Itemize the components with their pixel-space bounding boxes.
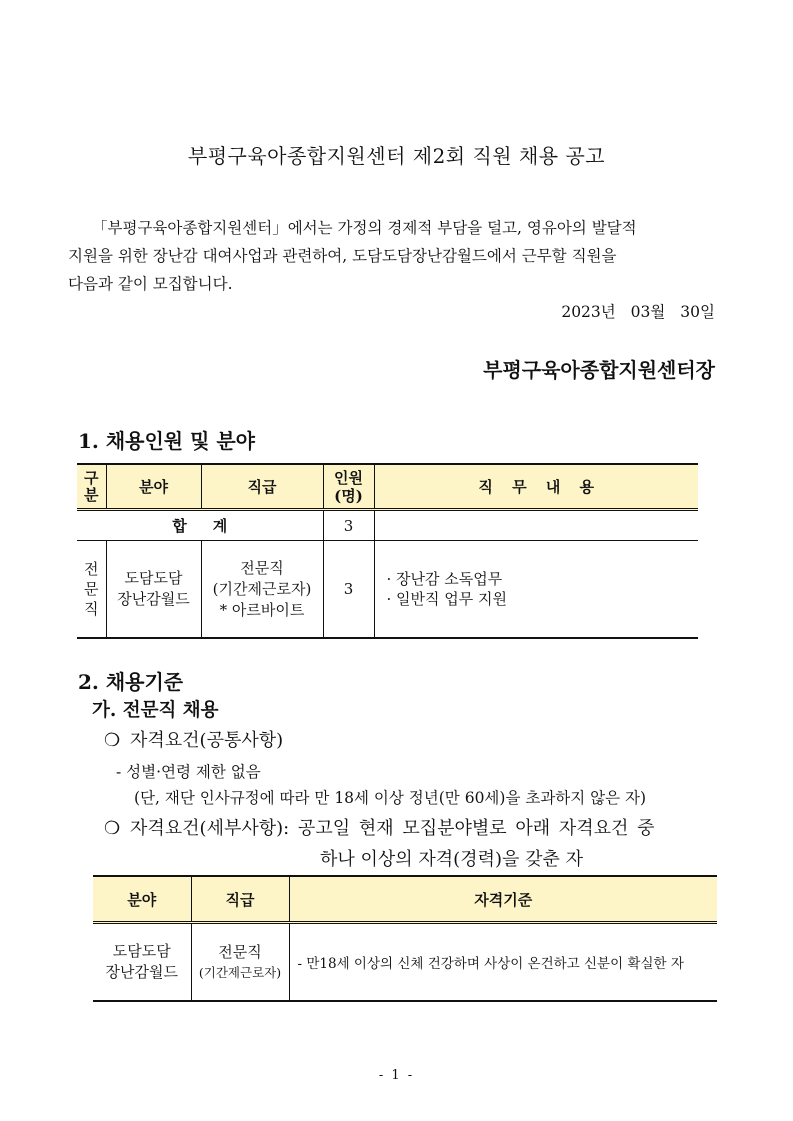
requirement-common-label: 자격요건(공통사항) xyxy=(130,730,284,751)
qualification-table xyxy=(93,875,717,1002)
table-row xyxy=(93,923,717,1002)
section-2-heading: 2. 채용기준 xyxy=(78,670,184,694)
cell-rank: 전문직 (기간제근로자) * 아르바이트 xyxy=(201,541,323,639)
header-duty: 직 무 내 용 xyxy=(374,464,698,510)
requirement-detail xyxy=(104,814,655,840)
cell-duty: · 장난감 소독업무 · 일반직 업무 지원 xyxy=(374,541,698,639)
requirement-common xyxy=(104,726,283,752)
total-count: 3 xyxy=(323,510,374,541)
page-title: 부평구육아종합지원센터 제2회 직원 채용 공고 xyxy=(187,144,606,168)
total-row xyxy=(77,510,698,541)
intro-paragraph xyxy=(68,214,720,298)
cell-field: 도담도담 장난감월드 xyxy=(106,541,201,639)
cell-gubun: 전 문 직 xyxy=(77,541,106,639)
header-rank: 직급 xyxy=(201,464,323,510)
table-header-row xyxy=(93,876,717,923)
header-gubun: 구 분 xyxy=(77,464,106,510)
table-row xyxy=(77,541,698,639)
cell-count: 3 xyxy=(323,541,374,639)
requirement-detail-label: 자격요건(세부사항): 공고일 현재 모집분야별로 아래 자격요건 중 xyxy=(130,818,655,839)
circle-bullet-icon: ❍ xyxy=(104,818,121,839)
announcement-date: 2023년 03월 30일 xyxy=(561,303,715,321)
table-header-row xyxy=(77,464,698,510)
total-duty xyxy=(374,510,698,541)
cell-criteria: - 만18세 이상의 신체 건강하며 사상이 온건하고 신분이 확실한 자 xyxy=(289,923,717,1002)
cell-field: 도담도담 장난감월드 xyxy=(93,923,191,1002)
header-rank: 직급 xyxy=(191,876,289,923)
header-field: 분야 xyxy=(93,876,191,923)
header-field: 분야 xyxy=(106,464,201,510)
requirement-common-line-2: (단, 재단 인사규정에 따라 만 18세 이상 정년(만 60세)을 초과하지 않은 자) xyxy=(134,789,647,807)
intro-line-1: 「부평구육아종합지원센터」에서는 가정의 경제적 부담을 덜고, 영유아의 발달적 xyxy=(92,219,637,237)
circle-bullet-icon: ❍ xyxy=(104,730,121,751)
header-count: 인원 (명) xyxy=(323,464,374,510)
intro-line-2: 지원을 위한 장난감 대여사업과 관련하여, 도담도담장난감월드에서 근무할 직원을 xyxy=(68,247,617,265)
header-criteria: 자격기준 xyxy=(289,876,717,923)
sub-heading-specialist: 가. 전문직 채용 xyxy=(92,700,219,721)
total-label: 합 계 xyxy=(77,510,323,541)
requirement-detail-line-2: 하나 이상의 자격(경력)을 갖춘 자 xyxy=(320,849,583,870)
page-number: - 1 - xyxy=(378,1068,415,1083)
signer: 부평구육아종합지원센터장 xyxy=(483,358,715,382)
intro-line-3: 다음과 같이 모집합니다. xyxy=(68,275,233,293)
requirement-common-line-1: - 성별·연령 제한 없음 xyxy=(116,763,261,781)
recruitment-table xyxy=(77,463,698,639)
section-1-heading: 1. 채용인원 및 분야 xyxy=(78,429,256,453)
cell-rank: 전문직 (기간제근로자) xyxy=(191,923,289,1002)
